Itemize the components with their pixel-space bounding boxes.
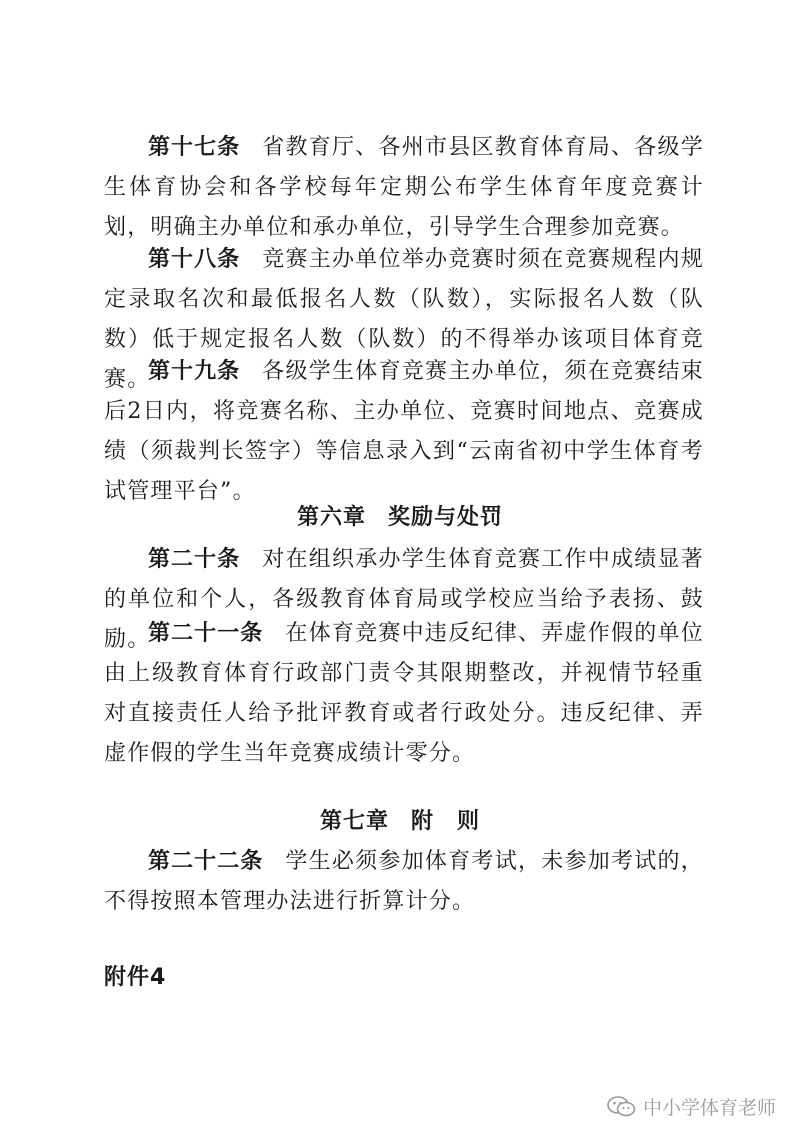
chapter-title: 附 则 <box>411 809 481 834</box>
article-heading: 第二十一条 <box>148 621 264 646</box>
article-text: 学生必须参加体育考试，未参加考试的，不得按照本管理办法进行折算计分。 <box>104 849 704 914</box>
watermark <box>607 1093 776 1120</box>
article-heading: 第二十二条 <box>148 849 264 874</box>
article-text: 省教育厅、各州市县区教育体育局、各级学生体育协会和各学校每年定期公布学生体育年度竞赛计划，明确主办单位和承办单位，引导学生合理参加竞赛。 <box>104 135 704 240</box>
article-17 <box>104 128 704 248</box>
article-text: 竞赛主办单位举办竞赛时须在竞赛规程内规定录取名次和最低报名人数（队数），实际报名人数（队数）低于规定报名人数（队数）的不得举办该项目体育竞赛。 <box>104 247 704 392</box>
wechat-icon <box>607 1095 637 1119</box>
article-21 <box>104 614 704 774</box>
chapter-7-title <box>0 802 800 842</box>
article-text: 在体育竞赛中违反纪律、弄虚作假的单位由上级教育体育行政部门责令其限期整改，并视情节轻重对直接责任人给予批评教育或者行政处分。违反纪律、弄虚作假的学生当年竞赛成绩计零分。 <box>104 621 704 766</box>
article-heading: 第十七条 <box>148 135 241 160</box>
article-heading: 第十八条 <box>148 247 241 272</box>
chapter-number: 第六章 <box>296 505 366 530</box>
watermark-text: 中小学体育老师 <box>642 1097 776 1119</box>
article-19 <box>104 352 704 512</box>
chapter-6-title <box>0 498 800 538</box>
annex-label: 附件4 <box>104 965 167 990</box>
article-22 <box>104 842 704 922</box>
chapter-number: 第七章 <box>319 809 389 834</box>
article-text: 各级学生体育竞赛主办单位，须在竞赛结束后2日内，将竞赛名称、主办单位、竞赛时间地点、竞赛成绩（须裁判长签字）等信息录入到“云南省初中学生体育考试管理平台”。 <box>104 359 704 504</box>
article-heading: 第二十条 <box>148 547 241 572</box>
article-heading: 第十九条 <box>148 359 241 384</box>
chapter-title: 奖励与处罚 <box>388 505 504 530</box>
article-text: 对在组织承办学生体育竞赛工作中成绩显著的单位和个人，各级教育体育局或学校应当给予表扬、鼓励。 <box>104 547 704 652</box>
